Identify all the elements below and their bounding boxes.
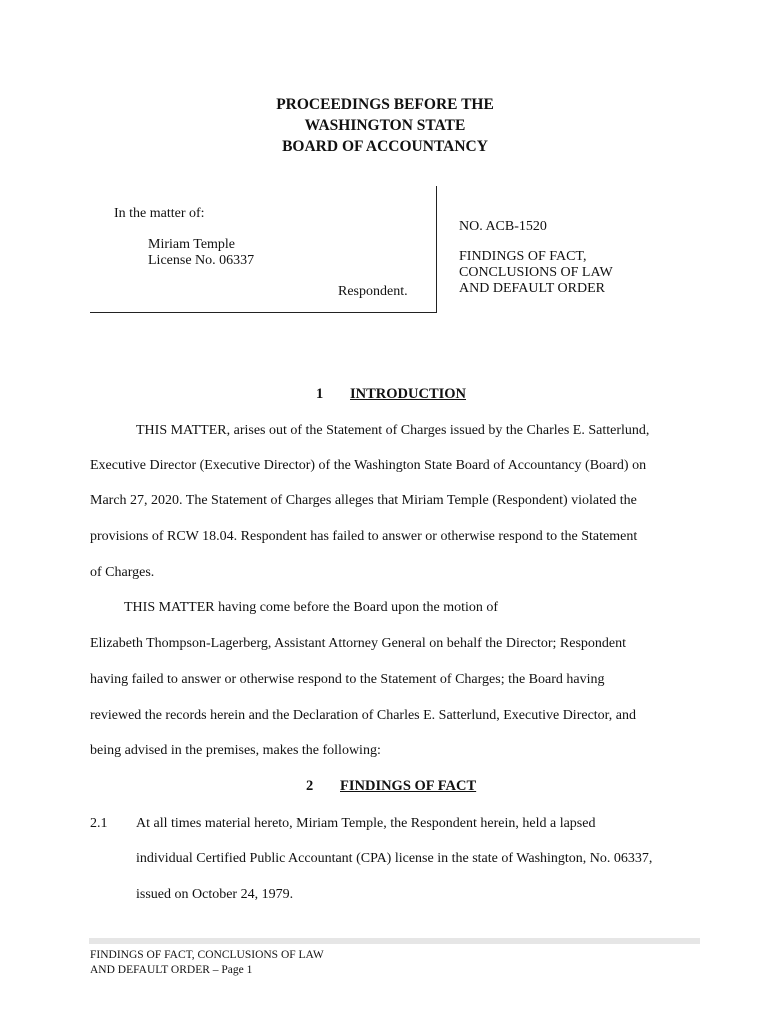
doc-title-line: FINDINGS OF FACT, [459, 249, 587, 264]
paragraph-line: March 27, 2020. The Statement of Charges alleges that Miriam Temple (Respondent) violated the [90, 493, 637, 508]
title-line: BOARD OF ACCOUNTANCY [282, 138, 488, 155]
license-number: License No. 06337 [148, 253, 255, 268]
paragraph-line: THIS MATTER, arises out of the Statement of Charges issued by the Charles E. Satterlund, [136, 423, 650, 438]
page-title [0, 94, 770, 157]
paragraph-line: Executive Director (Executive Director) of the Washington State Board of Accountancy (Board) on [90, 458, 647, 473]
doc-title-line: AND DEFAULT ORDER [459, 281, 605, 296]
respondent-label: Respondent. [338, 284, 408, 299]
doc-title-line: CONCLUSIONS OF LAW [459, 265, 613, 280]
section-heading [350, 386, 466, 403]
paragraph-line: having failed to answer or otherwise respond to the Statement of Charges; the Board having [90, 672, 605, 687]
paragraph-line: At all times material hereto, Miriam Temple, the Respondent herein, held a lapsed [136, 816, 596, 831]
paragraph-line: Elizabeth Thompson-Lagerberg, Assistant Attorney General on behalf the Director; Respondent [90, 636, 627, 651]
paragraph-line: provisions of RCW 18.04. Respondent has failed to answer or otherwise respond to the Statement [90, 529, 638, 544]
section-heading [340, 778, 476, 795]
respondent-name: Miriam Temple [148, 237, 236, 252]
case-number: NO. ACB-1520 [459, 219, 547, 234]
paragraph-line: reviewed the records herein and the Declaration of Charles E. Satterlund, Executive Director, and [90, 708, 636, 723]
footer-line: FINDINGS OF FACT, CONCLUSIONS OF LAW [90, 949, 324, 961]
footer-line: AND DEFAULT ORDER – Page 1 [90, 964, 253, 976]
section-title: FINDINGS OF FACT [340, 778, 477, 794]
title-line: WASHINGTON STATE [304, 117, 466, 134]
section-title: INTRODUCTION [350, 386, 467, 402]
matter-label: In the matter of: [114, 206, 205, 221]
paragraph-line: THIS MATTER having come before the Board upon the motion of [124, 600, 499, 615]
section-number: 2 [306, 778, 314, 794]
paragraph-line: issued on October 24, 1979. [136, 887, 294, 902]
item-number: 2.1 [90, 816, 108, 831]
section-number: 1 [316, 386, 324, 402]
paragraph-line: individual Certified Public Accountant (CPA) license in the state of Washington, No. 06337, [136, 851, 653, 866]
footer-divider [89, 938, 700, 944]
paragraph-line: of Charges. [90, 565, 155, 580]
title-line: PROCEEDINGS BEFORE THE [276, 96, 494, 113]
paragraph-line: being advised in the premises, makes the following: [90, 743, 381, 758]
